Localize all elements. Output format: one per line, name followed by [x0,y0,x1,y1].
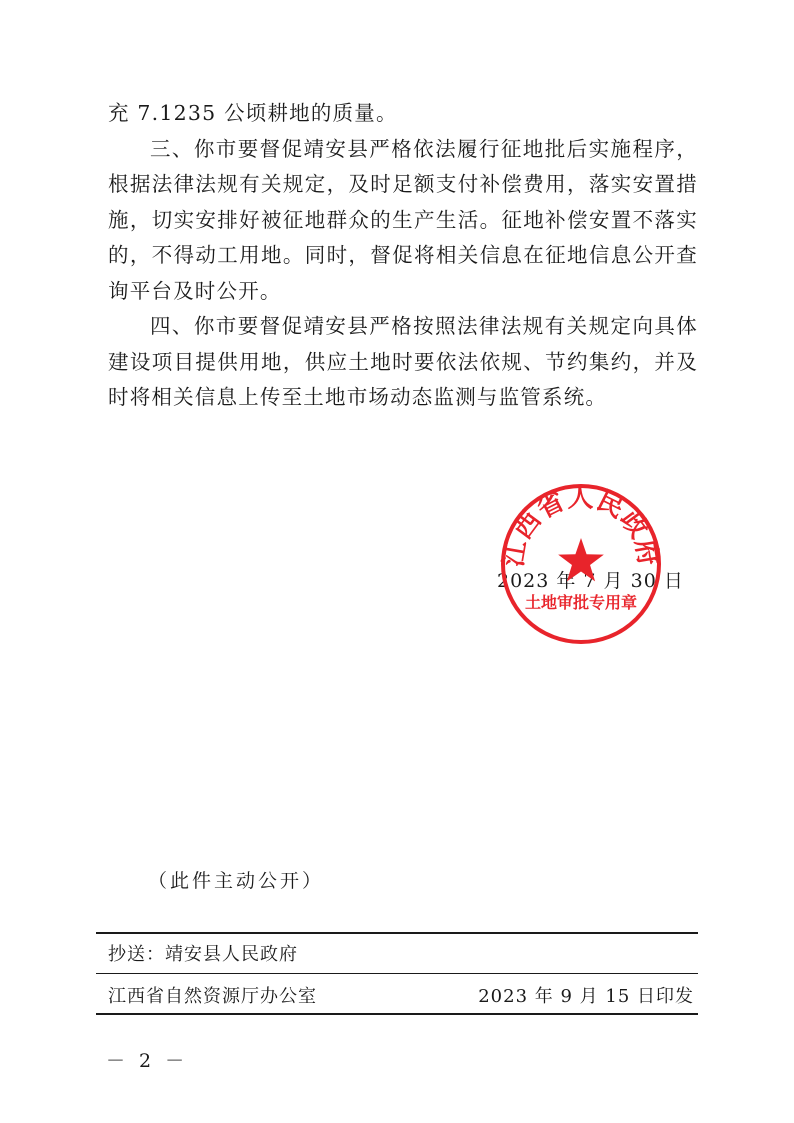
footer-bottom-rule [96,1013,698,1015]
cc-label: 抄送： [108,944,165,965]
print-date: 2023 年 9 月 15 日印发 [478,986,694,1007]
cc-row [108,940,298,966]
issuer-name: 江西省自然资源厅办公室 [108,986,317,1007]
disclosure-note: （此件主动公开） [148,870,325,892]
seal-bottom-text: 土地审批专用章 [524,595,638,612]
official-seal [499,482,663,646]
page-number: － 2 － [106,1050,189,1072]
body-text [108,96,698,416]
paragraph-3: 四、你市要督促靖安县严格按照法律法规有关规定向具体建设项目提供用地，供应土地时要依法依规、节约集约，并及时将相关信息上传至土地市场动态监测与监管系统。 [108,314,698,409]
footer-middle-rule [96,973,698,974]
seal-ring-text: 江西省人民政府 [499,483,663,569]
footer-top-rule [96,932,698,934]
paragraph-1: 充 7.1235 公顷耕地的质量。 [108,101,398,125]
paragraph-2: 三、你市要督促靖安县严格依法履行征地批后实施程序，根据法律法规有关规定，及时足额支付补偿费用，落实安置措施，切实安排好被征地群众的生产生活。征地补偿安置不落实的，不得动工用地。同时，督促将相关信息在征地信息公开查询平台及时公开。 [108,136,698,303]
star-icon [558,538,604,581]
issuer-row [108,982,694,1008]
signature-date: 2023 年 7 月 30 日 [497,570,684,592]
cc-recipient: 靖安县人民政府 [165,944,298,965]
